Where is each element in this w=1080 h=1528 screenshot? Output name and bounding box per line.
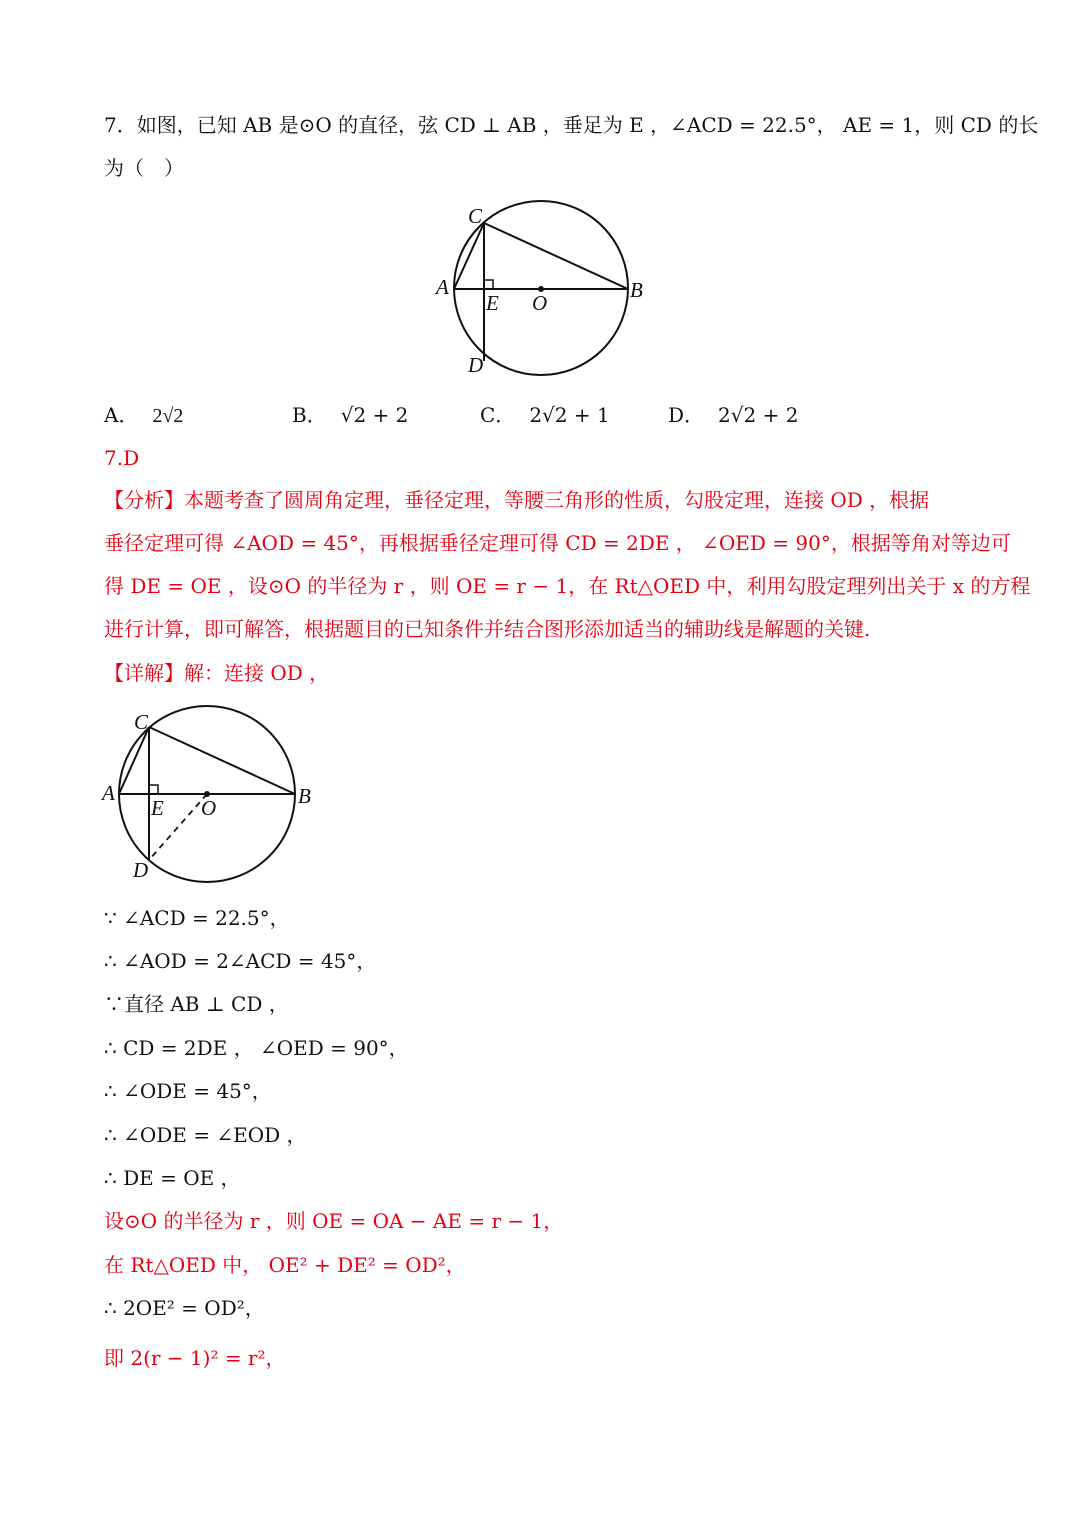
label-d: D [468, 353, 484, 377]
segment-cb [484, 223, 628, 289]
label-o: O [532, 291, 548, 315]
step-5: ∴ ∠ODE = 45°， [104, 1079, 272, 1103]
right-angle-mark [149, 785, 158, 794]
step-3: ∵直径 AB ⊥ CD ， [104, 992, 289, 1016]
segment-ac [454, 223, 484, 289]
solution-figure [100, 705, 325, 890]
label-e: E [486, 291, 499, 315]
step-6: ∴ ∠ODE = ∠EOD ， [104, 1123, 307, 1147]
step-9: 在 Rt△OED 中， OE² + DE² = OD²， [104, 1253, 466, 1277]
analysis-line-1: 【分析】本题考查了圆周角定理，垂径定理，等腰三角形的性质，勾股定理，连接 OD ，根据 [104, 488, 930, 512]
option-a: A． 2√2 [104, 403, 184, 427]
question-line-1: 7．如图，已知 AB 是⊙O 的直径，弦 CD ⊥ AB ，垂足为 E ，∠ACD = 22.5°， AE = 1，则 CD 的长 [104, 113, 1039, 137]
option-d: D． 2√2 + 2 [668, 403, 799, 427]
label-a: A [436, 275, 449, 299]
segment-ac [119, 727, 149, 794]
analysis-line-4: 进行计算，即可解答，根据题目的已知条件并结合图形添加适当的辅助线是解题的关键. [104, 617, 871, 641]
label-b: B [298, 784, 311, 808]
step-2: ∴ ∠AOD = 2∠ACD = 45°， [104, 949, 377, 973]
label-c: C [134, 710, 149, 734]
answer: 7.D [104, 446, 140, 470]
question-line-2: 为（ ） [104, 156, 184, 180]
step-10: ∴ 2OE² = OD²， [104, 1296, 265, 1320]
label-b: B [630, 278, 643, 302]
label-o: O [201, 796, 217, 820]
step-4: ∴ CD = 2DE ， ∠OED = 90°， [104, 1036, 409, 1060]
step-1: ∵ ∠ACD = 22.5°， [104, 906, 290, 930]
label-d: D [133, 858, 149, 882]
step-8: 设⊙O 的半径为 r ，则 OE = OA − AE = r − 1， [104, 1209, 564, 1233]
question-figure [430, 198, 650, 383]
step-7: ∴ DE = OE ， [104, 1166, 241, 1190]
analysis-line-2: 垂径定理可得 ∠AOD = 45°，再根据垂径定理可得 CD = 2DE ， ∠OED = 90°，根据等角对等边可 [104, 531, 1011, 555]
option-c: C． 2√2 + 1 [480, 403, 610, 427]
detail-intro: 【详解】解：连接 OD ， [104, 661, 330, 685]
label-a: A [102, 781, 115, 805]
label-e: E [151, 796, 164, 820]
analysis-line-3: 得 DE = OE ，设⊙O 的半径为 r ，则 OE = r − 1，在 Rt△OED 中，利用勾股定理列出关于 x 的方程 [104, 574, 1031, 598]
step-11: 即 2(r − 1)² = r²， [104, 1346, 286, 1370]
label-c: C [468, 204, 483, 228]
right-angle-mark [484, 280, 493, 289]
option-b: B． √2 + 2 [292, 403, 409, 427]
